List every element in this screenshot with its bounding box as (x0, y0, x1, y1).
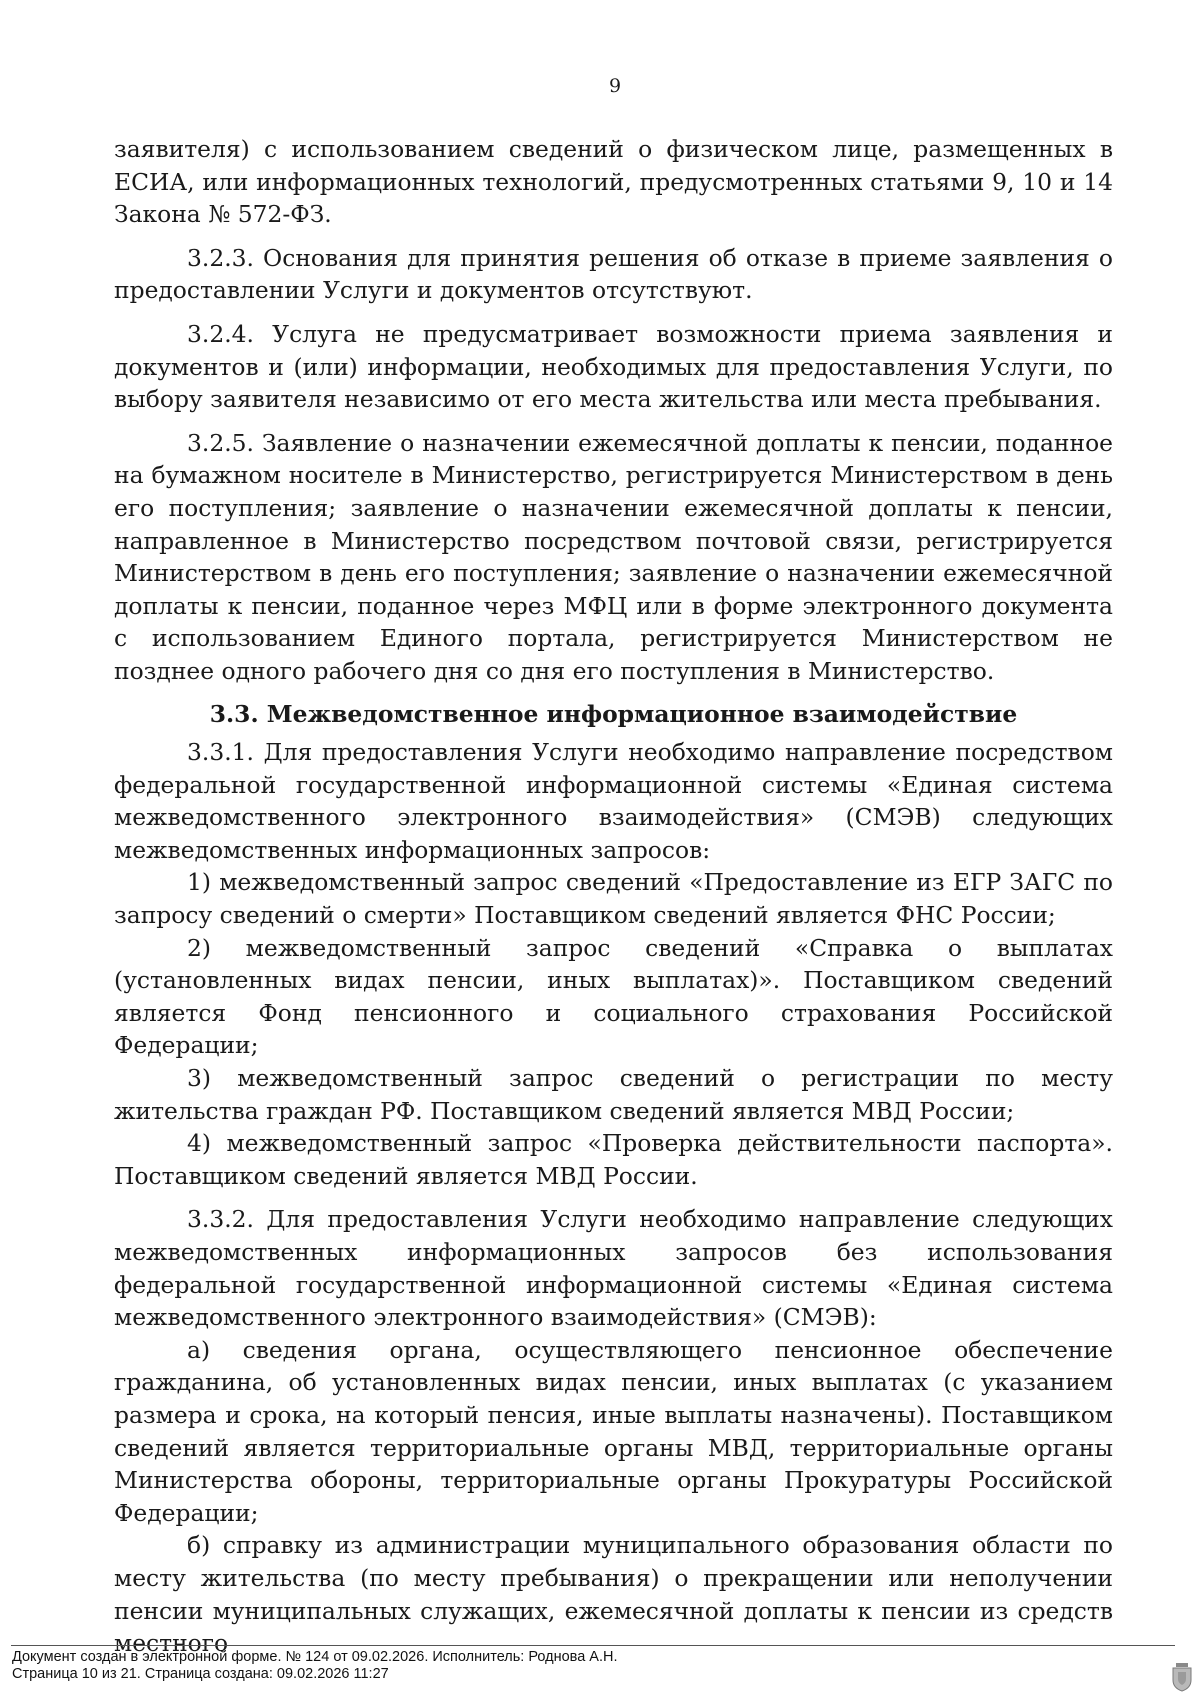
paragraph-continuation: заявителя) с использованием сведений о физическом лице, размещенных в ЕСИА, или информационных технологий, предусмотренных статьями 9, 10 и 14 Закона № 572-ФЗ. (114, 135, 1113, 229)
footer-document-info: Документ создан в электронной форме. № 124 от 09.02.2026. Исполнитель: Роднова А.Н. (12, 1649, 618, 1665)
paragraph-3-3-1: 3.3.1. Для предоставления Услуги необходимо направление посредством федеральной государственной информационной системы «Единая система межведомственного электронного взаимодействия» (СМЭВ) следующих межведомственных информационных запросов: (114, 738, 1113, 864)
list-item-4: 4) межведомственный запрос «Проверка действительности паспорта». Поставщиком сведений является МВД России. (114, 1129, 1113, 1190)
footer-divider (11, 1645, 1175, 1646)
document-body (114, 133, 1113, 1660)
page-number: 9 (608, 75, 622, 97)
list-item-a: а) сведения органа, осуществляющего пенсионное обеспечение гражданина, об установленных видах пенсии, иных выплатах (с указанием размера и срока, на который пенсия, иные выплаты назначены). Поставщиком сведений является территориальные органы МВД, территориальные органы Министерства обороны, территориальные органы Прокуратуры Российской Федерации; (114, 1335, 1113, 1527)
coat-of-arms-icon (1170, 1662, 1194, 1692)
paragraph-3-3-2: 3.3.2. Для предоставления Услуги необходимо направление следующих межведомственных информационных запросов без использования федеральной государственной информационной системы «Единая система межведомственного электронного взаимодействия» (СМЭВ): (114, 1205, 1113, 1332)
list-item-1: 1) межведомственный запрос сведений «Предоставление из ЕГР ЗАГС по запросу сведений о смерти» Поставщиком сведений является ФНС России; (114, 868, 1113, 930)
list-item-2: 2) межведомственный запрос сведений «Справка о выплатах (установленных видах пенсии, иных выплатах)». Поставщиком сведений является Фонд пенсионного и социального страхования Российской Федерации; (114, 933, 1113, 1060)
footer-page-info: Страница 10 из 21. Страница создана: 09.02.2026 11:27 (12, 1666, 389, 1682)
paragraph-3-2-4: 3.2.4. Услуга не предусматривает возможности приема заявления и документов и (или) информации, необходимых для предоставления Услуги, по выбору заявителя независимо от его места жительства или места пребывания. (114, 319, 1113, 414)
list-item-b: б) справку из администрации муниципального образования области по месту жительства (по месту пребывания) о прекращении или неполучении пенсии муниципальных служащих, ежемесячной доплаты к пенсии из средств местного (114, 1531, 1113, 1658)
paragraph-3-2-5: 3.2.5. Заявление о назначении ежемесячной доплаты к пенсии, поданное на бумажном носителе в Министерство, регистрируется Министерством в день его поступления; заявление о назначении ежемесячной доплаты к пенсии, направленное в Министерство посредством почтовой связи, регистрируется Министерством в день его поступления; заявление о назначении ежемесячной доплаты к пенсии, поданное через МФЦ или в форме электронного документа с использованием Единого портала, регистрируется Министерством не позднее одного рабочего дня со дня его поступления в Министерство. (114, 428, 1113, 685)
footer (12, 1649, 618, 1683)
list-item-3: 3) межведомственный запрос сведений о регистрации по месту жительства граждан РФ. Поставщиком сведений является МВД России; (114, 1064, 1113, 1125)
paragraph-3-2-3: 3.2.3. Основания для принятия решения об отказе в приеме заявления о предоставлении Услуги и документов отсутствуют. (114, 243, 1113, 305)
section-heading-3-3: 3.3. Межведомственное информационное взаимодействие (209, 699, 1018, 728)
